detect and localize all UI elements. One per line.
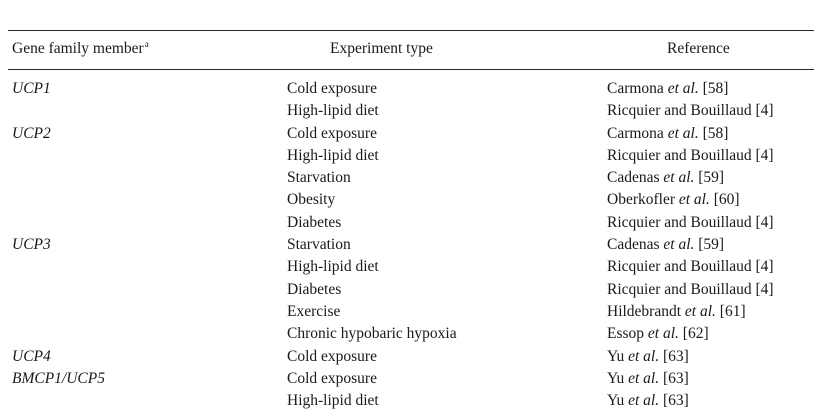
reference-author: Cadenas — [607, 169, 660, 187]
reference-etal: et al. — [678, 191, 710, 209]
reference-citation: [60] — [709, 191, 740, 209]
reference-cell — [607, 390, 689, 412]
reference-cell — [607, 368, 689, 390]
reference-cell — [607, 279, 774, 301]
table-body — [0, 78, 820, 412]
experiment-cell: Diabetes — [287, 213, 342, 231]
reference-author: Cadenas — [607, 236, 660, 254]
reference-citation: [4] — [751, 258, 774, 276]
reference-etal: et al. — [628, 369, 660, 387]
table-row — [0, 346, 820, 368]
experiment-cell: Cold exposure — [287, 347, 377, 365]
reference-citation: [59] — [694, 236, 725, 254]
reference-cell — [607, 145, 774, 167]
reference-cell — [607, 234, 724, 256]
reference-etal: et al. — [684, 302, 716, 320]
reference-author: Ricquier and Bouillaud — [607, 258, 752, 276]
reference-author: Hildebrandt — [607, 302, 682, 320]
reference-cell — [607, 189, 740, 211]
reference-citation: [63] — [659, 369, 689, 387]
experiment-cell: Cold exposure — [287, 124, 377, 142]
table-row — [0, 212, 820, 234]
top-rule — [8, 30, 814, 31]
reference-cell — [607, 346, 689, 368]
header-rule — [8, 69, 814, 70]
reference-cell — [607, 123, 728, 145]
table-row — [0, 189, 820, 211]
table-row — [0, 390, 820, 412]
reference-author: Carmona — [607, 124, 664, 142]
reference-citation: [63] — [659, 392, 689, 410]
table-row — [0, 145, 820, 167]
reference-citation: [58] — [698, 80, 729, 97]
experiment-cell: High-lipid diet — [287, 258, 379, 276]
table-row — [0, 256, 820, 278]
table-row — [0, 234, 820, 256]
gene-cell: UCP2 — [12, 124, 51, 142]
header-gene-superscript: a — [144, 39, 149, 49]
table-header — [0, 40, 820, 62]
table-row — [0, 323, 820, 345]
reference-etal: et al. — [667, 124, 699, 142]
reference-cell — [607, 100, 774, 122]
header-gene-label: Gene family member — [12, 40, 144, 57]
reference-author: Carmona — [607, 80, 664, 97]
experiment-cell: Starvation — [287, 236, 351, 254]
experiment-cell: Chronic hypobaric hypoxia — [287, 325, 457, 343]
reference-author: Ricquier and Bouillaud — [607, 146, 752, 164]
reference-citation: [61] — [715, 302, 746, 320]
experiment-cell: Cold exposure — [287, 80, 377, 97]
reference-citation: [4] — [751, 146, 774, 164]
experiment-cell: Cold exposure — [287, 369, 377, 387]
reference-author: Yu — [607, 369, 625, 387]
gene-cell: BMCP1/UCP5 — [12, 369, 105, 387]
experiment-cell: High-lipid diet — [287, 146, 379, 164]
header-reference: Reference — [667, 40, 730, 57]
reference-etal: et al. — [628, 392, 660, 410]
header-gene — [12, 40, 149, 58]
reference-etal: et al. — [663, 169, 695, 187]
header-experiment: Experiment type — [330, 40, 433, 57]
table-row — [0, 100, 820, 122]
table-row — [0, 123, 820, 145]
experiment-cell: High-lipid diet — [287, 102, 379, 120]
reference-citation: [63] — [659, 347, 689, 365]
reference-citation: [59] — [694, 169, 725, 187]
experiment-cell: Diabetes — [287, 280, 342, 298]
reference-cell — [607, 256, 774, 278]
reference-author: Yu — [607, 392, 625, 410]
reference-etal: et al. — [647, 325, 679, 343]
reference-author: Yu — [607, 347, 625, 365]
table-row — [0, 167, 820, 189]
gene-cell: UCP3 — [12, 236, 51, 254]
experiment-cell: Obesity — [287, 191, 336, 209]
experiment-cell: Exercise — [287, 302, 341, 320]
reference-etal: et al. — [663, 236, 695, 254]
reference-citation: [4] — [751, 102, 774, 120]
table-row — [0, 368, 820, 390]
experiment-cell: Starvation — [287, 169, 351, 187]
reference-author: Essop — [607, 325, 645, 343]
reference-cell — [607, 323, 709, 345]
reference-cell — [607, 78, 728, 100]
table-row — [0, 78, 820, 100]
reference-etal: et al. — [628, 347, 660, 365]
reference-author: Ricquier and Bouillaud — [607, 102, 752, 120]
reference-citation: [58] — [698, 124, 729, 142]
reference-cell — [607, 212, 774, 234]
reference-cell — [607, 301, 746, 323]
reference-citation: [62] — [678, 325, 709, 343]
table-row — [0, 279, 820, 301]
reference-author: Oberkofler — [607, 191, 675, 209]
reference-cell — [607, 167, 724, 189]
reference-author: Ricquier and Bouillaud — [607, 280, 752, 298]
experiment-cell: High-lipid diet — [287, 392, 379, 410]
reference-citation: [4] — [751, 280, 774, 298]
reference-etal: et al. — [667, 80, 699, 97]
reference-author: Ricquier and Bouillaud — [607, 213, 752, 231]
reference-citation: [4] — [751, 213, 774, 231]
table-row — [0, 301, 820, 323]
gene-cell: UCP4 — [12, 347, 51, 365]
gene-cell: UCP1 — [12, 80, 51, 97]
